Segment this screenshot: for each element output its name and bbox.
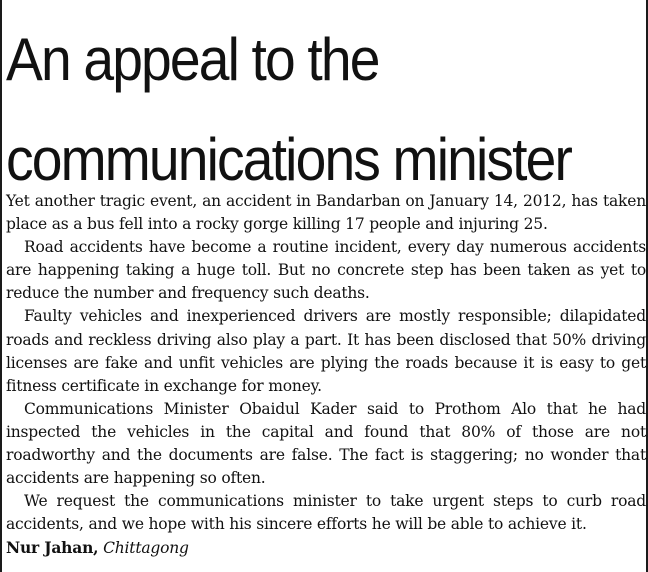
paragraph-2: Road accidents have become a routine incident, every day numerous accidents are happening taking a huge toll. But no concrete step has been taken as yet to reduce the number and frequency such deaths. [6, 238, 646, 303]
headline-line-2: communications minister [6, 126, 572, 193]
signoff [6, 536, 646, 560]
paragraph-1: Yet another tragic event, an accident in Bandarban on January 14, 2012, has taken place as a bus fell into a rocky gorge killing 17 people and injuring 25. [6, 192, 646, 234]
author-name: Nur Jahan, [6, 538, 99, 558]
headline [6, 10, 595, 210]
author-location: Chittagong [103, 539, 189, 558]
paragraph-5: We request the communications minister to take urgent steps to curb road accidents, and we hope with his sincere efforts he will be able to achieve it. [6, 492, 646, 534]
paragraph-3: Faulty vehicles and inexperienced drivers are mostly responsible; dilapidated roads and reckless driving also play a part. It has been disclosed that 50% driving licenses are fake and unfit vehicles are plying the roads because it is easy to get fitness certificate in exchange for money. [6, 307, 646, 395]
paragraph-4: Communications Minister Obaidul Kader said to Prothom Alo that he had inspected the vehicles in the capital and found that 80% of those are not roadworthy and the documents are false. The fact is staggering; no wonder that accidents are happening so often. [6, 399, 646, 488]
headline-line-1: An appeal to the [6, 26, 379, 93]
letter-body [6, 190, 646, 561]
